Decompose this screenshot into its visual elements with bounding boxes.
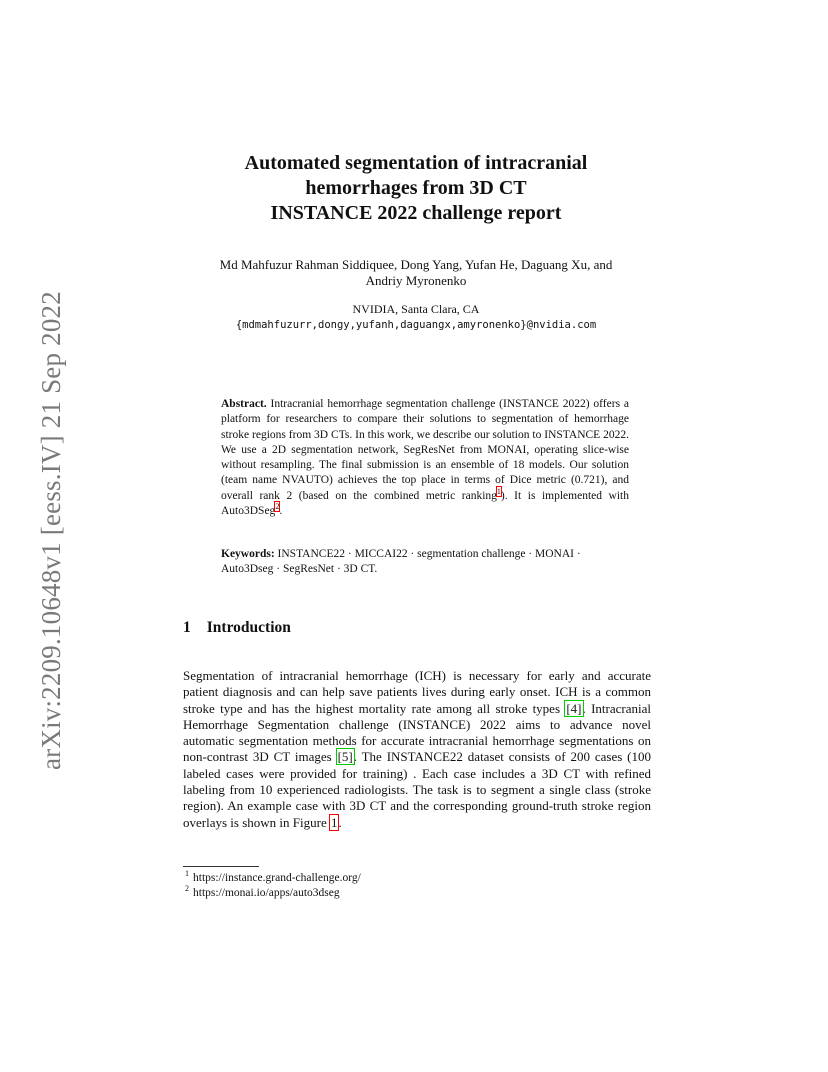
footnotes <box>185 871 361 901</box>
intro-text: Segmentation of intracranial hemorrhage (ICH) is necessary for early and accurate patient diagnosis and can help save patients lives during early onset. ICH is a common stroke type and has the highest mortality rate among all stroke types <box>183 668 651 716</box>
footnote-divider <box>183 866 259 867</box>
footnote-number: 2 <box>185 884 189 894</box>
intro-text: . The INSTANCE22 dataset consists of 200 cases (100 labeled cases were provided for training) . Each case includes a 3D CT with refined labeling from 10 experienced radiologists. The task is to segment a single class (stroke region). An example case with 3D CT and the corresponding ground-truth stroke region overlays is shown in Figure <box>183 749 652 830</box>
abstract-text: Intracranial hemorrhage segmentation challenge (INSTANCE 2022) offers a platform for researchers to compare their solutions to segmentation of hemorrhage stroke regions from 3D CTs. In this work, we describe our solution to INSTANCE 2022. We use a 2D segmentation network, SegResNet from MONAI, operating slice-wise without resampling. The final submission is an ensemble of 18 models. Our solution (team name NVAUTO) achieves the top place in terms of Dice metric (0.721), and overall rank 2 (based on the combined metric ranking <box>221 398 629 502</box>
abstract-label: Abstract. <box>221 398 267 410</box>
introduction-paragraph <box>183 668 651 831</box>
intro-text: . <box>338 814 342 830</box>
abstract-text: . <box>279 505 283 518</box>
keywords-text: INSTANCE22 · MICCAI22 · segmentation challenge · MONAI · Auto3Dseg · SegResNet · 3D CT. <box>221 548 581 576</box>
section-heading <box>183 619 291 637</box>
author-line: Md Mahfuzur Rahman Siddiquee, Dong Yang, Yufan He, Daguang Xu, and <box>219 257 613 272</box>
keywords-label: Keywords: <box>221 548 275 560</box>
paper-title <box>180 151 652 226</box>
citation-link[interactable]: [5] <box>337 749 353 765</box>
abstract <box>221 397 629 519</box>
affiliation-block <box>180 302 652 333</box>
arxiv-identifier[interactable]: arXiv:2209.10648v1 [eess.IV] 21 Sep 2022 <box>36 291 66 770</box>
footnote-ref-1[interactable]: 1 <box>496 486 501 496</box>
section-number: 1 <box>183 619 191 636</box>
footnote-number: 1 <box>185 869 189 879</box>
footnote-1 <box>185 871 361 886</box>
footnote-2 <box>185 886 361 901</box>
footnote-url[interactable]: https://monai.io/apps/auto3dseg <box>193 887 340 900</box>
abstract-text: ). It is implemented with Auto3DSeg <box>221 489 629 518</box>
section-title: Introduction <box>206 619 291 636</box>
citation-link[interactable]: [4] <box>566 700 582 716</box>
author-list <box>180 257 652 289</box>
affiliation: NVIDIA, Santa Clara, CA <box>352 302 480 316</box>
title-line: Automated segmentation of intracranial <box>244 152 588 174</box>
author-emails: {mdmahfuzurr,dongy,yufanh,daguangx,amyronenko}@nvidia.com <box>235 319 597 331</box>
title-line: INSTANCE 2022 challenge report <box>270 202 562 224</box>
intro-text: . Intracranial Hemorrhage Segmentation challenge (INSTANCE) 2022 aims to advance novel automatic segmentation methods for accurate intracranial hemorrhage segmentations on non-contrast 3D CT images <box>183 700 651 765</box>
footnote-url[interactable]: https://instance.grand-challenge.org/ <box>193 872 361 884</box>
title-line: hemorrhages from 3D CT <box>305 177 527 199</box>
author-line: Andriy Myronenko <box>365 273 467 288</box>
keywords <box>221 547 629 578</box>
footnote-ref-2[interactable]: 2 <box>275 502 280 512</box>
figure-ref-link[interactable]: 1 <box>330 814 338 830</box>
